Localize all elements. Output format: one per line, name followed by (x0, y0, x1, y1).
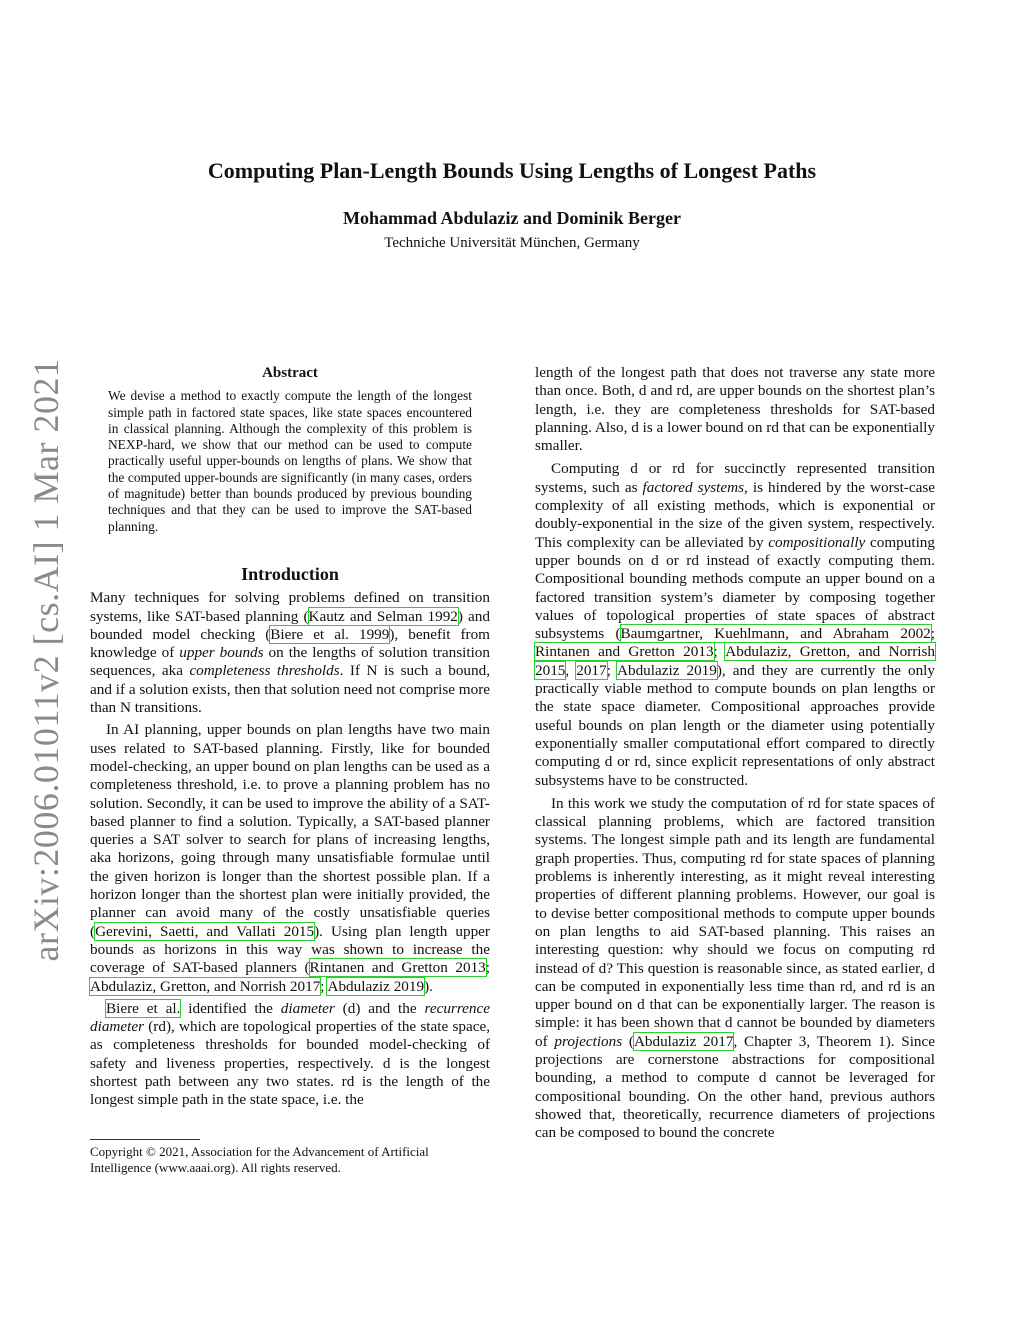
citation-link[interactable]: Baumgartner, Kuehlmann, and Abraham 2002 (620, 625, 931, 643)
citation-link[interactable]: Biere et al. (106, 999, 181, 1017)
citation-link[interactable]: 2017 (576, 661, 607, 679)
citation-link[interactable]: Rintanen and Gretton 2013 (309, 959, 486, 977)
arxiv-identifier-stamp: arXiv:2006.01011v2 [cs.AI] 1 Mar 2021 (26, 358, 66, 962)
introduction-heading: Introduction (241, 563, 339, 584)
right-paragraph-2: Computing d or rd for succinctly represented transition systems, such as factored systems, is hindered by the worst-case complexity of all existing methods, which is exponential or doubly-exponential in the size of the given system, respectively. This complexity can be alleviated by compositionally computing upper bounds on d or rd instead of exactly computing them. Compositional bounding methods compute an upper bound on a factored transition system’s diameter by composing together values of topological properties of state spaces of abstract subsystems (Baumgartner, Kuehlmann, and Abraham 2002; Rintanen and Gretton 2013; Abdulaziz, Gretton, and Norrish 2015, 2017; Abdulaziz 2019), and they are currently the only practically viable method to compute bounds on plan lengths or the state space diameter. Compositional approaches provide useful bounds on plan length or the diameter using potentially exponentially smaller computational effort compared to directly computing d or rd, since explicit representations of only abstract subsystems have to be constructed. (535, 460, 935, 789)
intro-paragraph-1: Many techniques for solving problems defined on transition systems, like SAT-based planning (Kautz and Selman 1992) and bounded model checking (Biere et al. 1999), benefit from knowledge of upper bounds on the lengths of solution transition sequences, aka completeness thresholds. If N is such a bound, and if a solution exists, then that solution need not comprise more than N transitions. (90, 589, 490, 717)
left-column (90, 364, 490, 1110)
intro-paragraph-3: Biere et al. identified the diameter (d) and the recurrence diameter (rd), which are topological properties of the state space, as completeness thresholds for bounded model-checking of safety and liveness properties, respectively. d is the longest shortest path between any two states. rd is the length of the longest simple path in the state space, i.e. the (90, 999, 490, 1109)
right-paragraph-3: In this work we study the computation of rd for state spaces of classical planning problems, which are factored transition systems. The longest simple path and its length are fundamental graph properties. Thus, computing rd for state spaces of planning problems is inherently interesting, as it might reveal interesting properties of different planning problems. However, our goal is to devise better compositional methods to compute upper bounds on plan lengths to aid SAT-based planning. This raises an interesting question: why should we focus on computing rd instead of d? This question is reasonable since, as stated earlier, d can be computed in exponentially less time than rd, and rd is an upper bound on d that can be exponentially larger. The reason is simple: it has been shown that d cannot be bounded by diameters of projections (Abdulaziz 2017, Chapter 3, Theorem 1). Since projections are cornerstone abstractions for compositional bounding, a method to compute d cannot be leveraged for compositional bounding. On the other hand, previous authors showed that, theoretically, recurrence diameters of projections can be composed to bound the concrete (535, 794, 935, 1142)
right-column (535, 364, 935, 1142)
citation-link[interactable]: Biere et al. 1999 (270, 625, 390, 643)
citation-link[interactable]: Abdulaziz 2017 (633, 1032, 734, 1050)
citation-link[interactable]: Abdulaziz, Gretton, and Norrish 2017 (90, 977, 321, 995)
citation-link[interactable]: Abdulaziz, Gretton, and Norrish 2015 (535, 643, 935, 679)
author-affiliation: Techniche Universität München, Germany (384, 235, 640, 251)
citation-link[interactable]: Rintanen and Gretton 2013 (535, 643, 714, 661)
copyright-footnote: Copyright © 2021, Association for the Advancement of Artificial Intelligence (www.aaai.org). All rights reserved. (90, 1144, 429, 1175)
abstract-text: We devise a method to exactly compute the length of the longest simple path in factored state spaces, like state spaces encountered in classical planning. Although the complexity of this problem is NEXP-hard, we show that our method can be used to compute practically useful upper-bounds on lengths of plans. We show that the computed upper-bounds are significantly (in many cases, orders of magnitude) better than bounds produced by previous bounding techniques and that they can be used to improve the SAT-based planning. (108, 388, 472, 534)
citation-link[interactable]: Abdulaziz 2019 (327, 977, 425, 995)
citation-link[interactable]: Gerevini, Saetti, and Vallati 2015 (95, 922, 315, 940)
paper-authors: Mohammad Abdulaziz and Dominik Berger (342, 208, 682, 228)
paper-title: Computing Plan-Length Bounds Using Lengths of Longest Paths (207, 158, 817, 183)
footnote-rule (90, 1139, 200, 1140)
citation-link[interactable]: Abdulaziz 2019 (617, 661, 717, 679)
citation-link[interactable]: Kautz and Selman 1992 (308, 607, 458, 625)
right-paragraph-1: length of the longest path that does not traverse any state more than once. Both, d and rd, are upper bounds on the shortest plan’s length, i.e. they are completeness thresholds for SAT-based planning. Also, d is a lower bound on rd that can be exponentially smaller. (535, 364, 935, 455)
intro-paragraph-2: In AI planning, upper bounds on plan lengths have two main uses related to SAT-based planning. Firstly, like for bounded model-checking, an upper bound on plan lengths can be used as a completeness threshold, i.e. to prove a planning problem has no solution. Secondly, it can be used to improve the ability of a SAT-based planner to find a solution. Typically, a SAT-based planner queries a SAT solver to search for plans of increasing lengths, aka horizons, going through many unsatisfiable formulae until the given horizon is longer than the shortest possible plan. If a horizon longer than the shortest plan were initially provided, the planner can avoid many of the costly unsatisfiable queries (Gerevini, Saetti, and Vallati 2015). Using plan length upper bounds as horizons in this way was shown to increase the coverage of SAT-based planners (Rintanen and Gretton 2013; Abdulaziz, Gretton, and Norrish 2017; Abdulaziz 2019). (90, 721, 490, 995)
abstract-heading: Abstract (262, 365, 318, 381)
